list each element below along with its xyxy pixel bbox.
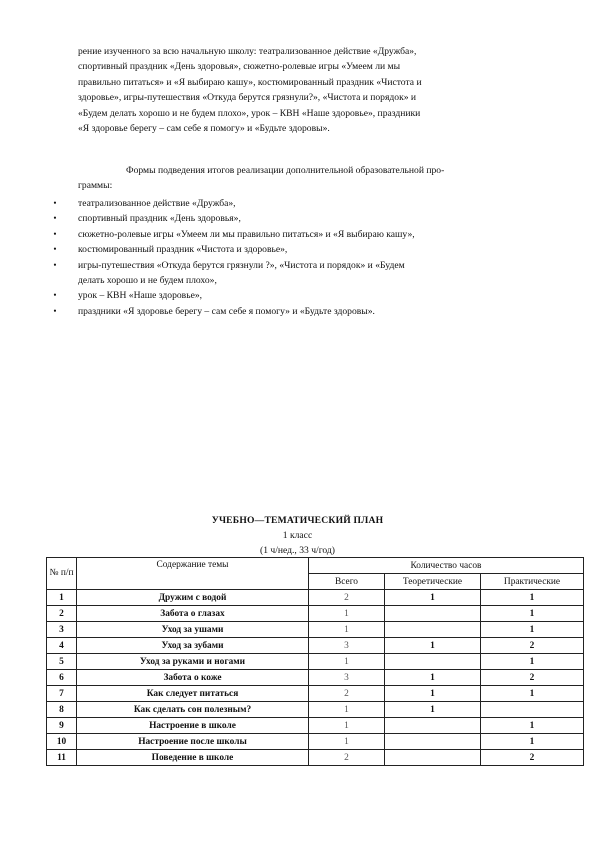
row-theory-hours	[385, 622, 481, 638]
row-theory-hours	[385, 718, 481, 734]
table-row	[47, 686, 584, 702]
row-practice-hours: 1	[481, 590, 584, 606]
row-topic: Дружим с водой	[77, 590, 309, 606]
thematic-plan-table	[46, 557, 584, 766]
row-practice-hours: 1	[481, 622, 584, 638]
row-number: 2	[47, 606, 77, 622]
bullet-icon: •	[53, 213, 57, 224]
row-theory-hours: 1	[385, 638, 481, 654]
row-total-hours: 3	[309, 638, 385, 654]
forms-bullet-list	[50, 196, 520, 319]
row-topic: Забота о коже	[77, 670, 309, 686]
list-item	[50, 288, 520, 303]
table-row	[47, 622, 584, 638]
row-theory-hours: 1	[385, 686, 481, 702]
plan-class: 1 класс	[282, 530, 313, 541]
row-practice-hours: 1	[481, 654, 584, 670]
row-number: 10	[47, 734, 77, 750]
row-total-hours: 1	[309, 702, 385, 718]
bullet-icon: •	[53, 228, 57, 239]
table-row	[47, 590, 584, 606]
bullet-icon: •	[53, 259, 57, 270]
row-number: 5	[47, 654, 77, 670]
row-total-hours: 1	[309, 622, 385, 638]
row-number: 9	[47, 718, 77, 734]
list-item-text: игры-путешествия «Откуда берутся грязнули ?», «Чистота и порядок» и «Будем	[78, 259, 405, 271]
header-topic: Содержание темы	[77, 558, 309, 590]
bullet-icon: •	[53, 244, 57, 255]
table-row	[47, 702, 584, 718]
row-number: 11	[47, 750, 77, 766]
row-practice-hours: 1	[481, 718, 584, 734]
row-theory-hours	[385, 750, 481, 766]
row-practice-hours: 1	[481, 734, 584, 750]
row-practice-hours: 2	[481, 638, 584, 654]
header-num: № п/п	[47, 558, 77, 590]
row-topic: Настроение в школе	[77, 718, 309, 734]
row-topic: Настроение после школы	[77, 734, 309, 750]
list-item-text: спортивный праздник «День здоровья»,	[78, 213, 241, 225]
intro-line: здоровье», игры-путешествия «Откуда берутся грязнули?», «Чистота и порядок» и	[78, 92, 417, 104]
bullet-icon: •	[53, 198, 57, 208]
row-topic: Уход за зубами	[77, 638, 309, 654]
row-topic: Уход за ушами	[77, 622, 309, 638]
list-item	[50, 211, 520, 226]
forms-heading-line: граммы:	[78, 180, 113, 192]
list-item-text: сюжетно-ролевые игры «Умеем ли мы правильно питаться» и «Я выбираю кашу»,	[78, 228, 415, 240]
row-topic: Поведение в школе	[77, 750, 309, 766]
row-total-hours: 1	[309, 718, 385, 734]
header-total: Всего	[309, 574, 385, 590]
header-practice: Практические	[481, 574, 584, 590]
bullet-icon: •	[53, 305, 57, 316]
list-item-text: костюмированный праздник «Чистота и здоровье»,	[78, 244, 288, 256]
intro-line: правильно питаться» и «Я выбираю кашу», костюмированный праздник «Чистота и	[78, 76, 422, 88]
table-row	[47, 638, 584, 654]
table-row	[47, 606, 584, 622]
intro-line: рение изученного за всю начальную школу: театрализованное действие «Дружба»,	[78, 46, 417, 57]
row-total-hours: 1	[309, 606, 385, 622]
table-row	[47, 734, 584, 750]
row-number: 7	[47, 686, 77, 702]
row-practice-hours: 2	[481, 750, 584, 766]
row-total-hours: 2	[309, 686, 385, 702]
row-topic: Забота о глазах	[77, 606, 309, 622]
row-total-hours: 2	[309, 750, 385, 766]
row-theory-hours	[385, 606, 481, 622]
row-theory-hours: 1	[385, 702, 481, 718]
row-practice-hours: 1	[481, 686, 584, 702]
row-theory-hours: 1	[385, 590, 481, 606]
header-hours: Количество часов	[309, 558, 584, 574]
forms-heading-line: Формы подведения итогов реализации дополнительной образовательной про-	[126, 165, 445, 176]
plan-title: УЧЕБНО—ТЕМАТИЧЕСКИЙ ПЛАН	[211, 515, 384, 526]
row-total-hours: 2	[309, 590, 385, 606]
row-number: 6	[47, 670, 77, 686]
intro-line: спортивный праздник «День здоровья», сюжетно-ролевые игры «Умеем ли мы	[78, 61, 401, 73]
header-theory: Теоретические	[385, 574, 481, 590]
list-item-text: театрализованное действие «Дружба»,	[78, 198, 236, 209]
list-item	[50, 227, 520, 242]
bullet-icon: •	[53, 290, 57, 301]
forms-heading	[78, 163, 530, 194]
row-practice-hours	[481, 702, 584, 718]
list-item	[50, 304, 520, 319]
intro-line: «Будем делать хорошо и не будем плохо», урок – КВН «Наше здоровье», праздники	[78, 107, 421, 119]
row-practice-hours: 2	[481, 670, 584, 686]
table-row	[47, 670, 584, 686]
table-row	[47, 718, 584, 734]
intro-line: «Я здоровье берегу – сам себе я помогу» и «Будьте здоровы».	[78, 123, 330, 135]
row-theory-hours	[385, 654, 481, 670]
row-topic: Как сделать сон полезным?	[77, 702, 309, 718]
row-theory-hours: 1	[385, 670, 481, 686]
list-item-text: урок – КВН «Наше здоровье»,	[78, 290, 203, 302]
list-item	[50, 258, 520, 289]
list-item-text: праздники «Я здоровье берегу – сам себе я помогу» и «Будьте здоровы».	[78, 305, 375, 317]
row-total-hours: 1	[309, 734, 385, 750]
plan-hours: (1 ч/нед., 33 ч/год)	[260, 545, 335, 556]
row-number: 4	[47, 638, 77, 654]
table-row	[47, 750, 584, 766]
plan-table-body	[47, 590, 584, 766]
row-number: 8	[47, 702, 77, 718]
row-total-hours: 1	[309, 654, 385, 670]
intro-paragraph	[78, 44, 530, 136]
row-theory-hours	[385, 734, 481, 750]
list-item	[50, 196, 520, 211]
list-item-text: делать хорошо и не будем плохо»,	[78, 275, 217, 287]
row-practice-hours: 1	[481, 606, 584, 622]
row-total-hours: 3	[309, 670, 385, 686]
row-number: 3	[47, 622, 77, 638]
row-topic: Как следует питаться	[77, 686, 309, 702]
row-topic: Уход за руками и ногами	[77, 654, 309, 670]
list-item	[50, 242, 520, 257]
row-number: 1	[47, 590, 77, 606]
table-row	[47, 654, 584, 670]
